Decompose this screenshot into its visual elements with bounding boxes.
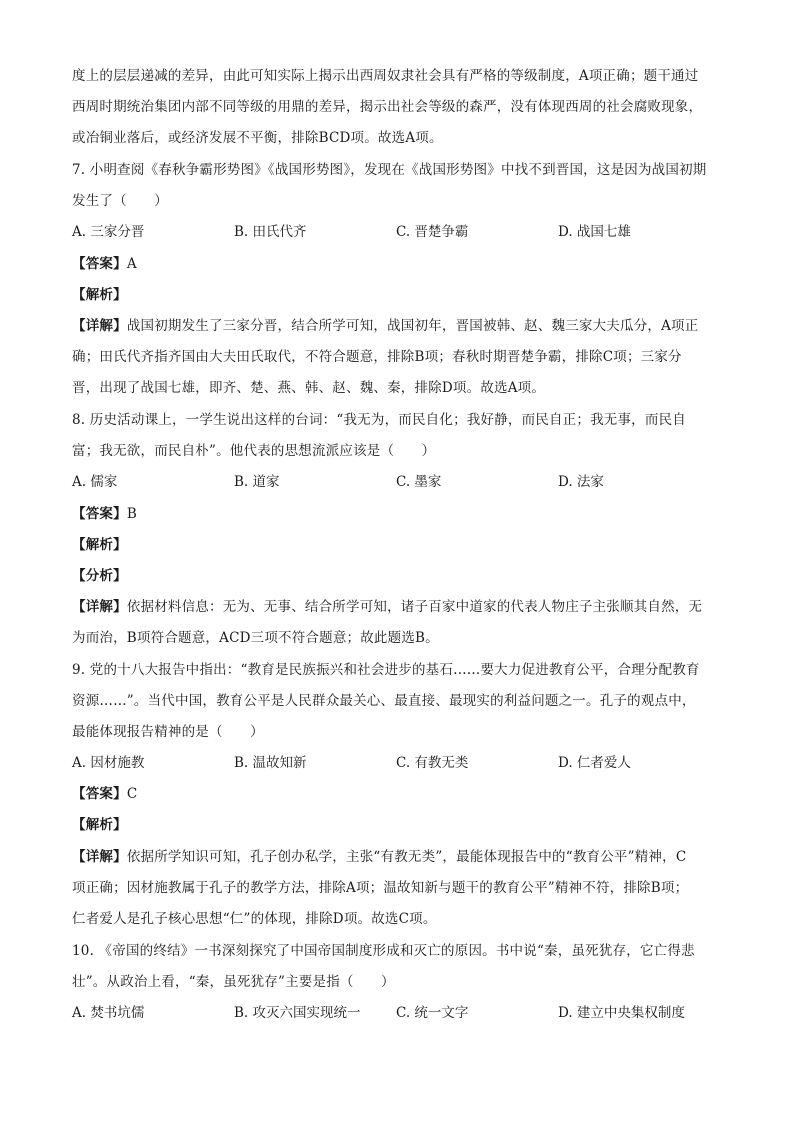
q9-option-a: A. 因材施教 <box>72 755 145 771</box>
q7-stem-line-1: 7. 小明查阅《春秋争霸形势图》《战国形势图》，发现在《战国形势图》中找不到晋国，这是因为战国初期 <box>72 162 707 178</box>
q9-option-c: C. 有教无类 <box>396 755 469 771</box>
q7-detail-line-3: 晋，出现了战国七雄，即齐、楚、燕、韩、赵、魏、秦，排除D项。故选A项。 <box>72 380 546 396</box>
q9-detail-line-3: 仁者爱人是孔子核心思想“仁”的体现，排除D项。故选C项。 <box>72 911 437 927</box>
q8-fenxi-tag: 【分析】 <box>72 568 127 584</box>
q8-detail-text-1: 依据材料信息：无为、无事、结合所学可知，诸子百家中道家的代表人物庄子主张顺其自然，无 <box>126 599 703 615</box>
q7-answer-value: A <box>126 256 137 272</box>
q7-answer-line <box>72 251 722 277</box>
intro-line-2: 西周时期统治集团内部不同等级的用鼎的差异，揭示出社会等级的森严，没有体现西周的社会腐败现象， <box>72 99 703 115</box>
q9-option-d: D. 仁者爱人 <box>558 755 631 771</box>
q9-stem-line-3: 最能体现报告精神的是（ ） <box>72 724 264 740</box>
intro-line-1: 度上的层层递减的差异，由此可知实际上揭示出西周奴隶社会具有严格的等级制度，A项正确；题干通过 <box>72 68 699 84</box>
q9-option-b: B. 温故知新 <box>234 755 307 771</box>
q7-stem-line-2: 发生了（ ） <box>72 193 168 209</box>
q8-stem-line-2: 富；我无欲，而民自朴”。他代表的思想流派应该是（ ） <box>72 443 436 459</box>
q10-option-a: A. 焚书坑儒 <box>72 1005 145 1021</box>
q9-stem-line-2: 资源……”。当代中国，教育公平是人民群众最关心、最直接、最现实的利益问题之一。孔子的观点中， <box>72 693 696 709</box>
q7-detail-line-1 <box>72 313 722 339</box>
q9-detail-text-1: 依据所学知识可知，孔子创办私学，主张“有教无类”，最能体现报告中的“教育公平”精神，C <box>126 849 687 865</box>
q9-analysis-tag: 【解析】 <box>72 817 127 833</box>
q7-option-c: C. 晋楚争霸 <box>396 224 469 240</box>
q8-option-a: A. 儒家 <box>72 474 118 490</box>
q10-stem-line-1: 10. 《帝国的终结》一书深刻探究了中国帝国制度形成和灭亡的原因。书中说“秦，虽死犹存，它亡得悲 <box>72 943 695 959</box>
q7-detail-text-1: 战国初期发生了三家分晋，结合所学可知，战国初年，晋国被韩、赵、魏三家大夫瓜分，A项正 <box>126 318 699 334</box>
q9-answer-value: C <box>126 786 138 802</box>
q8-detail-tag: 【详解】 <box>72 599 127 615</box>
q9-detail-line-1 <box>72 844 722 870</box>
q7-detail-line-2: 确；田氏代齐指齐国由大夫田氏取代，不符合题意，排除B项；春秋时期晋楚争霸，排除C项；三家分 <box>72 349 682 365</box>
q9-detail-line-2: 项正确；因材施教属于孔子的教学方法，排除A项；温故知新与题干的教育公平”精神不符，排除B项； <box>72 880 689 896</box>
q9-detail-tag: 【详解】 <box>72 849 127 865</box>
q9-stem-line-1: 9. 党的十八大报告中指出：“教育是民族振兴和社会进步的基石……要大力促进教育公平，合理分配教育 <box>72 662 700 678</box>
q8-option-b: B. 道家 <box>234 474 280 490</box>
q8-analysis-tag: 【解析】 <box>72 537 127 553</box>
q10-stem-line-2: 壮”。从政治上看，“秦，虽死犹存”主要是指（ ） <box>72 974 395 990</box>
q8-option-d: D. 法家 <box>558 474 604 490</box>
q8-option-c: C. 墨家 <box>396 474 442 490</box>
q10-option-b: B. 攻灭六国实现统一 <box>234 1005 361 1021</box>
q7-option-a: A. 三家分晋 <box>72 224 145 240</box>
q8-answer-value: B <box>126 506 137 522</box>
q9-answer-tag: 【答案】 <box>72 786 127 802</box>
q8-detail-line-1 <box>72 594 722 620</box>
q10-option-d: D. 建立中央集权制度 <box>558 1005 685 1021</box>
q7-option-b: B. 田氏代齐 <box>234 224 307 240</box>
q9-answer-line <box>72 781 722 807</box>
intro-line-3: 或冶铜业落后，或经济发展不平衡，排除BCD项。故选A项。 <box>72 130 443 146</box>
q7-analysis-tag: 【解析】 <box>72 287 127 303</box>
q7-answer-tag: 【答案】 <box>72 256 127 272</box>
q7-detail-tag: 【详解】 <box>72 318 127 334</box>
q7-option-d: D. 战国七雄 <box>558 224 631 240</box>
q10-option-c: C. 统一文字 <box>396 1005 469 1021</box>
q8-answer-line <box>72 501 722 527</box>
q8-stem-line-1: 8. 历史活动课上，一学生说出这样的台词：“我无为，而民自化；我好静，而民自正；我无事，而民自 <box>72 412 686 428</box>
q8-answer-tag: 【答案】 <box>72 506 127 522</box>
q8-detail-line-2: 为而治，B项符合题意，ACD三项不符合题意；故此题选B。 <box>72 630 439 646</box>
